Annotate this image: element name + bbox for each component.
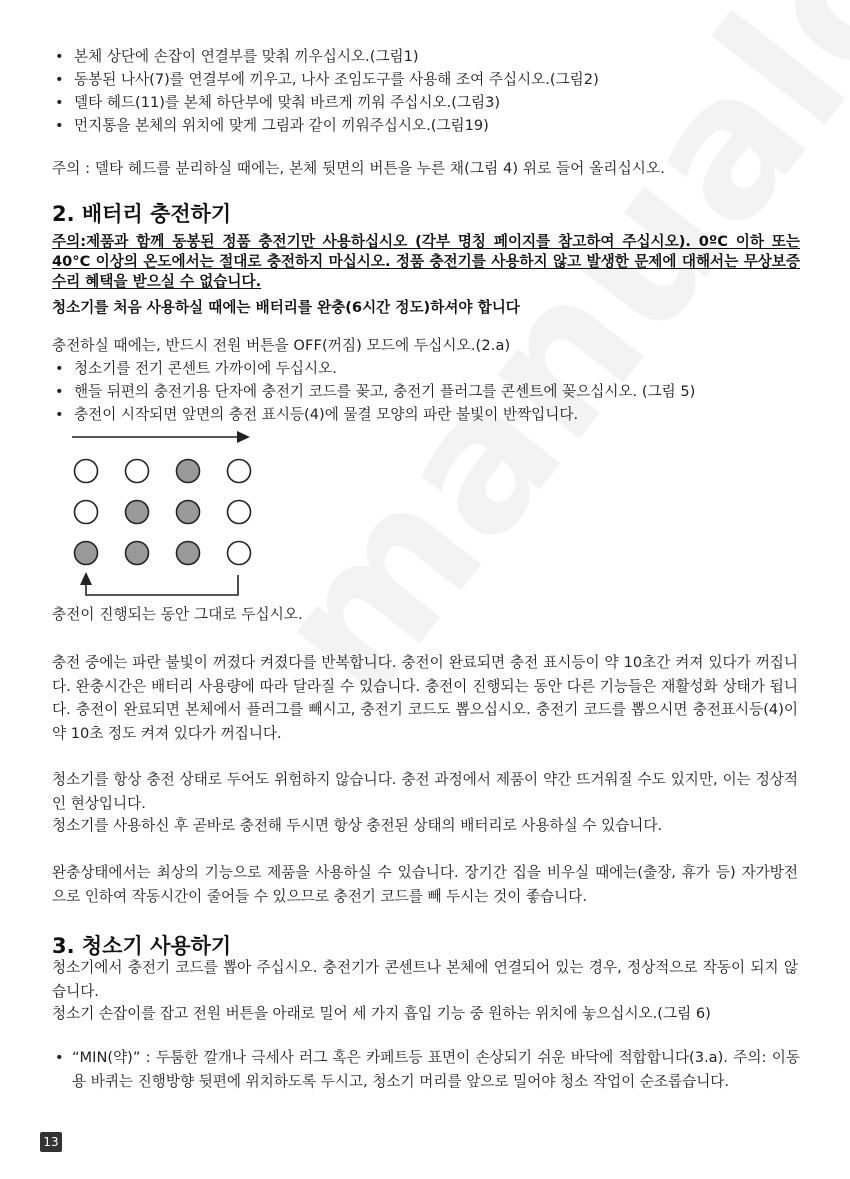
indicator-light-on — [177, 460, 200, 483]
bullet-text: 청소기를 전기 콘센트 가까이에 두십시오. — [74, 360, 337, 377]
bullet-text: 델타 헤드(11)를 본체 하단부에 맞춰 바르게 끼워 주십시오.(그림3) — [74, 94, 501, 111]
full-charge-paragraph: 완충상태에서는 최상의 기능으로 제품을 사용하실 수 있습니다. 장기간 집을 비우실 때에는(출장, 휴가 등) 자가방전 으로 인하여 작동시간이 줄어들 수 있으므로 충전기 코드를 빼 두시는 것이 좋습니다. — [52, 864, 798, 905]
bullet-text: “MIN(약)” : 두툼한 깔개나 극세사 러그 혹은 카페트등 표면이 손상되기 쉬운 바닥에 적합합니다(3.a). 주의: 이동용 바퀴는 진행방향 뒷편에 위치하도록 두시고, 청소기 머리를 앞으로 밀어야 청소 작업이 순조롭습니다. — [72, 1049, 800, 1090]
bullet-text: 먼지통을 본체의 위치에 맞게 그림과 같이 끼워주십시오.(그림19) — [74, 117, 489, 134]
bullet-dot: • — [55, 48, 64, 65]
bullet-dot: • — [55, 71, 64, 88]
bullet-text: 본체 상단에 손잡이 연결부를 맞춰 끼우십시오.(그림1) — [74, 48, 419, 65]
indicator-light-off — [228, 460, 251, 483]
indicator-light-off — [75, 501, 98, 524]
section-heading-usage: 3. 청소기 사용하기 — [52, 934, 232, 958]
charging-paragraph: 충전 중에는 파란 불빛이 꺼졌다 켜졌다를 반복합니다. 충전이 완료되면 충전 표시등이 약 10초간 켜져 있다가 꺼집니다. 완충시간은 배터리 사용량에 따라 달라질 수 있습니다. 충전이 진행되는 동안 다른 기능들은 재활성화 상태가 됩니다. 충전이 완료되면 본체에서 플러그를 빼시고, 충전기 코드도 뽑으십시오. 충전기 코드를 뽑으시면 충전표시등(4)이 약 10초 정도 켜져 있다가 꺼집니다. — [52, 654, 798, 742]
indicator-light-off — [228, 501, 251, 524]
indicator-light-on — [177, 501, 200, 524]
page-number: 13 — [40, 1132, 62, 1152]
usage-power-paragraph: 청소기 손잡이를 잡고 전원 버튼을 아래로 밀어 세 가지 흡입 기능 중 원하는 위치에 놓으십시오.(그림 6) — [52, 1005, 711, 1022]
charging-intro: 충전하실 때에는, 반드시 전원 버튼을 OFF(꺼짐) 모드에 두십시오.(2.a) — [52, 337, 511, 354]
indicator-light-on — [126, 501, 149, 524]
indicator-light-off — [126, 460, 149, 483]
indicator-light-on — [177, 542, 200, 565]
bullet-dot: • — [55, 1049, 64, 1066]
indicator-lights — [75, 460, 251, 565]
bullet-dot: • — [55, 94, 64, 111]
bullet-text: 충전이 시작되면 앞면의 충전 표시등(4)에 물결 모양의 파란 불빛이 반짝입니다. — [74, 406, 579, 423]
first-use-notice: 청소기를 처음 사용하실 때에는 배터리를 완충(6시간 정도)하셔야 합니다 — [52, 299, 520, 316]
usage-paragraph: 청소기에서 충전기 코드를 뽑아 주십시오. 충전기가 콘센트나 본체에 연결되어 있는 경우, 정상적으로 작동이 되지 않습니다. — [52, 959, 798, 1000]
section-heading-charging: 2. 배터리 충전하기 — [52, 202, 232, 226]
loop-return-arrow — [80, 572, 238, 595]
bullet-text: 동봉된 나사(7)를 연결부에 끼우고, 나사 조임도구를 사용해 조여 주십시오.(그림2) — [74, 71, 599, 88]
bullet-dot: • — [55, 383, 64, 400]
bullet-dot: • — [55, 117, 64, 134]
indicator-light-on — [75, 542, 98, 565]
indicator-light-on — [126, 542, 149, 565]
charger-warning: 주의:제품과 함께 동봉된 정품 충전기만 사용하십시오 (각부 명칭 페이지를 참고하여 주십시오). 0ºC 이하 또는 40°C 이상의 온도에서는 절대로 충전하지 마십시오. 정품 충전기를 사용하지 않고 발생한 문제에 대해서는 무상보증수리 혜택을 받으실 수 없습니다. — [52, 233, 800, 290]
progress-arrow-right — [72, 431, 250, 443]
charging-indicator-diagram — [60, 425, 260, 603]
diagram-caption: 충전이 진행되는 동안 그대로 두십시오. — [52, 606, 303, 623]
min-mode-bullet — [52, 1046, 800, 1093]
indicator-light-off — [75, 460, 98, 483]
bullet-dot: • — [55, 406, 64, 423]
bullet-text: 핸들 뒤편의 충전기용 단자에 충전기 코드를 꽂고, 충전기 플러그를 콘센트에 꽂으십시오. (그림 5) — [74, 383, 696, 400]
delta-head-note: 주의 : 델타 헤드를 분리하실 때에는, 본체 뒷면의 버튼을 누른 채(그림 4) 위로 들어 올리십시오. — [52, 160, 665, 177]
indicator-light-off — [228, 542, 251, 565]
bullet-dot: • — [55, 360, 64, 377]
charging-tip-paragraph: 청소기를 사용하신 후 곧바로 충전해 두시면 항상 충전된 상태의 배터리로 사용하실 수 있습니다. — [52, 817, 663, 834]
charging-safety-paragraph: 청소기를 항상 충전 상태로 두어도 위험하지 않습니다. 충전 과정에서 제품이 약간 뜨거워질 수도 있지만, 이는 정상적인 현상입니다. — [52, 771, 798, 812]
